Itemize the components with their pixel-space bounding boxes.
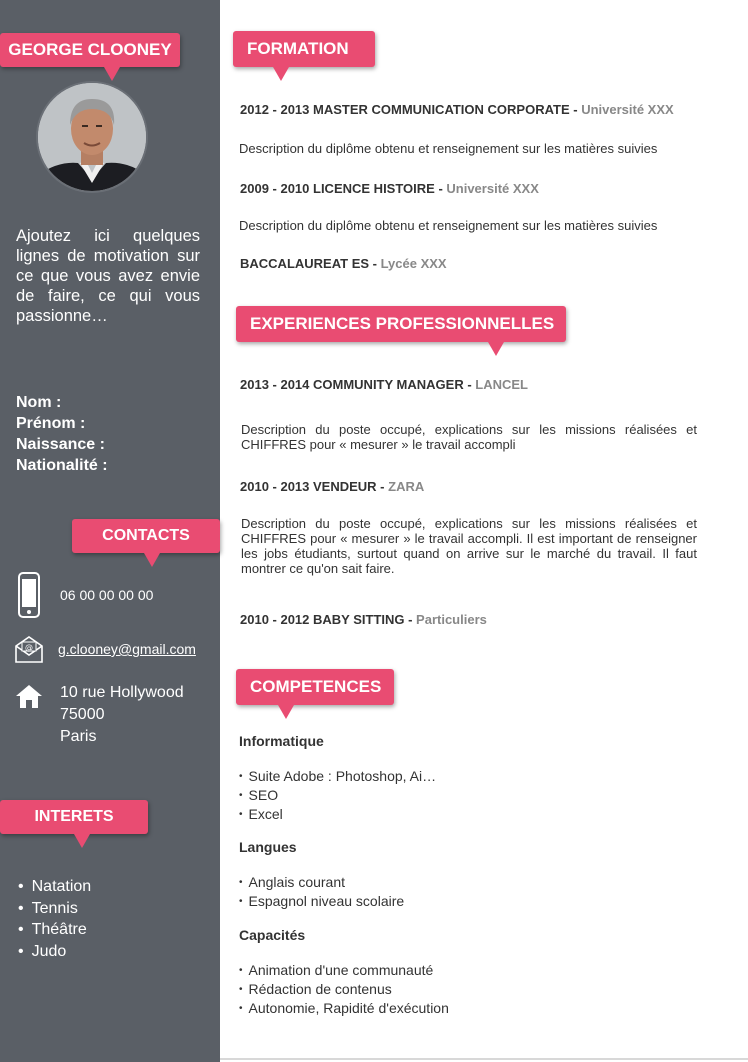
experience-entry-desc: Description du poste occupé, explications sur les missions réalisées et CHIFFRES pour « mesurer » le travail accompli [241, 422, 697, 452]
competence-group-title: Informatique [239, 733, 324, 749]
formation-entry-title: 2009 - 2010 LICENCE HISTOIRE - Université XXX [240, 181, 539, 196]
entry-org: ZARA [388, 479, 425, 494]
competence-list [239, 961, 449, 1018]
competence-item: • Autonomie, Rapidité d'exécution [239, 999, 449, 1018]
experience-entry-title: 2010 - 2012 BABY SITTING - Particuliers [240, 612, 487, 627]
entry-org: Université XXX [446, 181, 539, 196]
motivation-text: Ajoutez ici quelques lignes de motivation sur ce que vous avez envie de faire, ce qui vous passionne… [16, 227, 200, 325]
competence-group-title: Langues [239, 839, 297, 855]
sidebar [0, 0, 220, 1062]
entry-org: Particuliers [416, 612, 487, 627]
formation-entry-title: BACCALAUREAT ES - Lycée XXX [240, 256, 447, 271]
bottom-divider [220, 1058, 748, 1060]
address-city: Paris [60, 728, 97, 745]
address-text [60, 682, 184, 748]
formation-tag: FORMATION [233, 31, 375, 67]
competence-item: • Excel [239, 805, 436, 824]
competence-item: • Suite Adobe : Photoshop, Ai… [239, 767, 436, 786]
competence-item: • Animation d'une communauté [239, 961, 449, 980]
portrait-photo [38, 83, 146, 191]
name-tag: GEORGE CLOONEY [0, 33, 180, 67]
competence-list [239, 873, 404, 911]
competence-group-title: Capacités [239, 927, 306, 943]
identity-nationalite: Nationalité : [16, 457, 108, 474]
competence-item: • Anglais courant [239, 873, 404, 892]
experience-entry-desc: Description du poste occupé, explications sur les missions réalisées et CHIFFRES pour « mesurer » le travail accompli. Il est important de renseigner les jobs étudiants, surtout quand on arrive sur le marché du travail. Il faut montrer ce qu'on sait faire. [241, 516, 697, 576]
formation-entry-desc: Description du diplôme obtenu et renseignement sur les matières suivies [239, 141, 658, 156]
experience-entry-title: 2010 - 2013 VENDEUR - ZARA [240, 479, 425, 494]
address-row [14, 682, 184, 748]
interets-tag: INTERETS [0, 800, 148, 834]
home-icon [14, 682, 44, 710]
competence-item: • Rédaction de contenus [239, 980, 449, 999]
competence-item: • SEO [239, 786, 436, 805]
phone-number: 06 00 00 00 00 [60, 587, 154, 603]
email-row [14, 634, 196, 664]
address-street: 10 rue Hollywood [60, 684, 184, 701]
mail-icon [14, 634, 44, 664]
competences-tag: COMPETENCES [236, 669, 394, 705]
identity-prenom: Prénom : [16, 415, 86, 432]
phone-row [14, 572, 153, 618]
competence-list [239, 767, 436, 824]
phone-icon [14, 572, 44, 618]
interest-item: • Théâtre [18, 919, 91, 941]
experiences-tag: EXPERIENCES PROFESSIONNELLES [236, 306, 566, 342]
interests-list [18, 876, 91, 962]
competence-item: • Espagnol niveau scolaire [239, 892, 404, 911]
svg-text:@: @ [25, 643, 33, 652]
email-link[interactable]: g.clooney@gmail.com [58, 641, 196, 657]
contacts-tag: CONTACTS [72, 519, 220, 553]
entry-org: Lycée XXX [380, 256, 447, 271]
interest-item: • Judo [18, 941, 91, 963]
interest-item: • Tennis [18, 898, 91, 920]
entry-org: Université XXX [581, 102, 674, 117]
formation-entry-desc: Description du diplôme obtenu et renseignement sur les matières suivies [239, 218, 658, 233]
avatar [38, 83, 146, 191]
identity-naissance: Naissance : [16, 436, 105, 453]
experience-entry-title: 2013 - 2014 COMMUNITY MANAGER - LANCEL [240, 377, 528, 392]
entry-org: LANCEL [475, 377, 528, 392]
formation-entry-title: 2012 - 2013 MASTER COMMUNICATION CORPORATE - Université XXX [240, 102, 674, 117]
address-zip: 75000 [60, 706, 105, 723]
identity-block [16, 392, 206, 476]
interest-item: • Natation [18, 876, 91, 898]
identity-nom: Nom : [16, 394, 62, 411]
